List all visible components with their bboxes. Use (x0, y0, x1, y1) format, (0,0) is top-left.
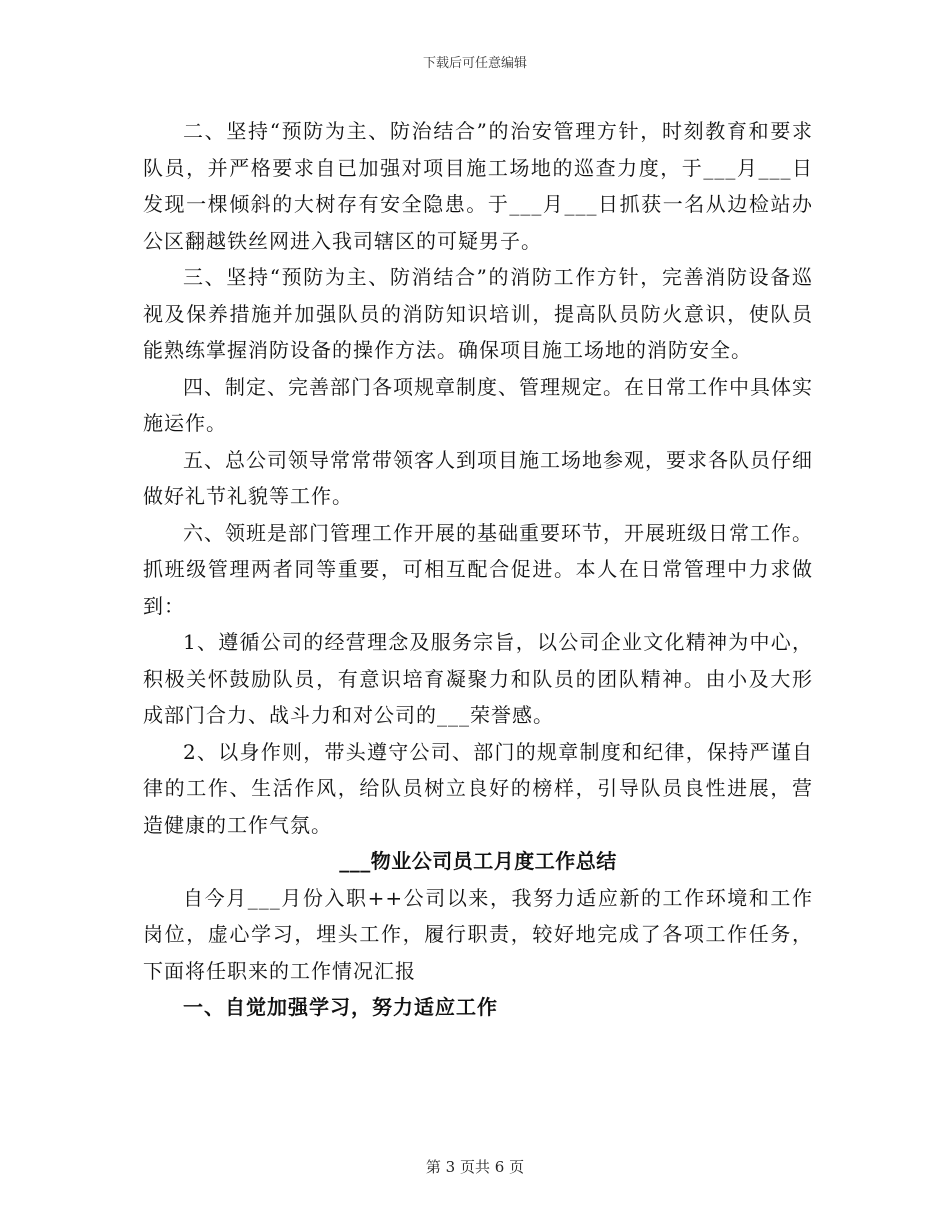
paragraph-regulations: 四、制定、完善部门各项规章制度、管理规定。在日常工作中具体实施运作。 (143, 374, 813, 435)
page-footer: 第 3 页共 6 页 (425, 1158, 525, 1176)
paragraph-item-1: 1、遵循公司的经营理念及服务宗旨，以公司企业文化精神为中心，积极关怀鼓励队员，有意识培育凝聚力和队员的团队精神。由小及大形成部门合力、战斗力和对公司的___荣誉感。 (143, 630, 813, 727)
paragraph-item-2: 2、以身作则，带头遵守公司、部门的规章制度和纪律，保持严谨自律的工作、生活作风，给队员树立良好的榜样，引导队员良性进展，营造健康的工作气氛。 (143, 739, 813, 837)
document-body (143, 113, 813, 1026)
paragraph-fire-policy: 三、坚持“预防为主、防消结合”的消防工作方针，完善消防设备巡视及保养措施并加强队员的消防知识培训，提高队员防火意识，使队员能熟练掌握消防设备的操作方法。确保项目施工场地的消防安全。 (143, 265, 813, 362)
paragraph-team-leader: 六、领班是部门管理工作开展的基础重要环节，开展班级日常工作。抓班级管理两者同等重要，可相互配合促进。本人在日常管理中力求做到： (143, 520, 813, 618)
section-title: ___物业公司员工月度工作总结 (339, 849, 617, 873)
paragraph-intro: 自今月___月份入职++公司以来，我努力适应新的工作环境和工作岗位，虚心学习，埋头工作，履行职责，较好地完成了各项工作任务，下面将任职来的工作情况汇报 (143, 885, 813, 983)
section-heading: 一、自觉加强学习，努力适应工作 (183, 995, 498, 1019)
paragraph-security-policy: 二、坚持“预防为主、防治结合”的治安管理方针，时刻教育和要求队员，并严格要求自已加强对项目施工场地的巡查力度，于___月___日发现一棵倾斜的大树存有安全隐患。于___月___日抓获一名从边检站办公区翻越铁丝网进入我司辖区的可疑男子。 (143, 119, 813, 253)
page-header: 下载后可任意编辑 (422, 56, 527, 71)
paragraph-etiquette: 五、总公司领导常常带领客人到项目施工场地参观，要求各队员仔细做好礼节礼貌等工作。 (143, 447, 813, 508)
